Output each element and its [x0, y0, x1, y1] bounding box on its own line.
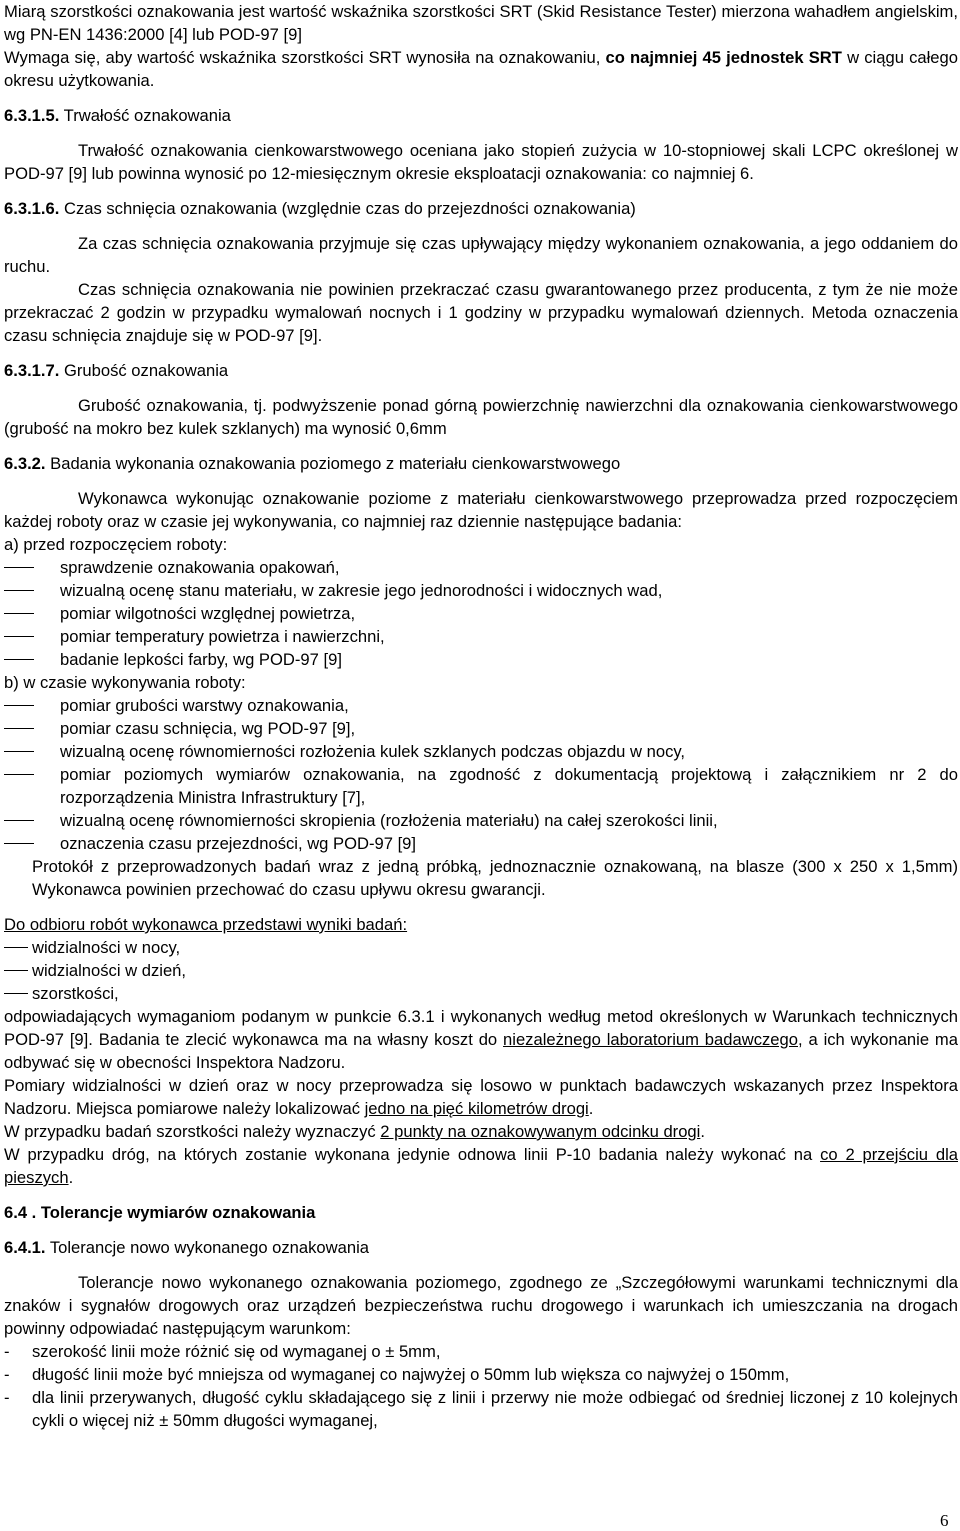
durability-paragraph: Trwałość oznakowania cienkowarstwowego oceniana jako stopień zużycia w 10-stopniowej skali LCPC określonej w POD-97 [9] lub powinna wynosić po 12-miesięcznym okresie eksploatacji oznakowania: co najmniej 6.: [4, 141, 958, 183]
dash-marker: [4, 728, 34, 729]
page-number: 6: [940, 1511, 949, 1530]
tests-b-label: b) w czasie wykonywania roboty:: [4, 673, 246, 692]
section-heading-6-4-1: 6.4.1. Tolerancje nowo wykonanego oznakowania: [4, 1238, 370, 1257]
list-item: badanie lepkości farby, wg POD-97 [9]: [4, 648, 958, 671]
list-item: pomiar grubości warstwy oznakowania,: [4, 694, 958, 717]
section-heading-6-3-1-5: 6.3.1.5. Trwałość oznakowania: [4, 106, 231, 125]
intro-paragraph-1: Miarą szorstkości oznakowania jest wartość wskaźnika szorstkości SRT (Skid Resistance Tester) mierzona wahadłem angielskim, wg PN-EN 1436:2000 [4] lub POD-97 [9]: [4, 2, 958, 44]
dash-marker: -: [4, 1365, 10, 1384]
tolerances-paragraph: Tolerancje nowo wykonanego oznakowania poziomego, zgodnego ze „Szczegółowymi warunkami technicznymi dla znaków i sygnałów drogowych oraz urządzeń bezpieczeństwa ruchu drogowego i warunkach ich umieszczania na drogach powinny odpowiadać następującym warunkom:: [4, 1273, 958, 1338]
dash-marker: [4, 993, 28, 994]
list-item: wizualną ocenę stanu materiału, w zakresie jego jednorodności i widocznych wad,: [4, 579, 958, 602]
dash-marker: -: [4, 1388, 10, 1407]
dash-marker: [4, 774, 34, 775]
dash-marker: [4, 613, 34, 614]
list-item: widzialności w dzień,: [4, 959, 958, 982]
srt-requirement: co najmniej 45 jednostek SRT: [605, 48, 842, 67]
list-item: oznaczenia czasu przejezdności, wg POD-97 [9]: [4, 832, 958, 855]
protocol-paragraph: Protokół z przeprowadzonych badań wraz z jedną próbką, jednoznacznie oznakowaną, na blasze (300 x 250 x 1,5mm) Wykonawca powinien przechować do czasu upływu okresu gwarancji.: [32, 857, 958, 899]
list-item: - dla linii przerywanych, długość cyklu składającego się z linii i przerwy nie może odbiegać od średniej liczonej z 10 kolejnych cykli o więcej niż ± 50mm długości wymaganej,: [4, 1388, 958, 1430]
list-item: pomiar temperatury powietrza i nawierzchni,: [4, 625, 958, 648]
section-heading-6-3-2: 6.3.2. Badania wykonania oznakowania poziomego z materiału cienkowarstwowego: [4, 454, 621, 473]
dash-marker: -: [4, 1342, 10, 1361]
section-heading-6-3-1-7: 6.3.1.7. Grubość oznakowania: [4, 361, 229, 380]
list-item: szorstkości,: [4, 982, 958, 1005]
list-item: - długość linii może być mniejsza od wymaganej co najwyżej o 50mm lub większa co najwyżej o 150mm,: [4, 1365, 790, 1384]
list-item: pomiar czasu schnięcia, wg POD-97 [9],: [4, 717, 958, 740]
list-item: widzialności w nocy,: [4, 936, 958, 959]
list-item: - szerokość linii może różnić się od wymaganej o ± 5mm,: [4, 1342, 441, 1361]
list-item: sprawdzenie oznakowania opakowań,: [4, 556, 958, 579]
acceptance-heading: Do odbioru robót wykonawca przedstawi wyniki badań:: [4, 915, 408, 934]
list-item: wizualną ocenę równomierności skropienia (rozłożenia materiału) na całej szerokości linii,: [4, 809, 958, 832]
section-heading-6-4: 6.4 . Tolerancje wymiarów oznakowania: [4, 1203, 316, 1222]
drying-paragraph-2: Czas schnięcia oznakowania nie powinien przekraczać czasu gwarantowanego przez producenta, z tym że nie może przekraczać 2 godzin w przypadku wymalowań nocnych i 1 godziny w przypadku wymalowań dziennych. Metoda oznaczenia czasu schnięcia znajduje się w POD-97 [9].: [4, 280, 958, 345]
tests-intro-paragraph: Wykonawca wykonując oznakowanie poziome z materiału cienkowarstwowego przeprowadza przed rozpoczęciem każdej roboty oraz w czasie jej wykonywania, co najmniej raz dziennie następujące badania:: [4, 489, 958, 531]
tests-a-label: a) przed rozpoczęciem roboty:: [4, 535, 228, 554]
document-page: [4, 0, 958, 1432]
dash-marker: [4, 820, 34, 821]
dash-marker: [4, 636, 34, 637]
acceptance-paragraph-4: W przypadku dróg, na których zostanie wykonana jedynie odnowa linii P-10 badania należy wykonać na co 2 przejściu dla pieszych.: [4, 1145, 958, 1187]
list-item: wizualną ocenę równomierności rozłożenia kulek szklanych podczas objazdu w nocy,: [4, 740, 958, 763]
dash-marker: [4, 567, 34, 568]
list-item: pomiar poziomych wymiarów oznakowania, na zgodność z dokumentacją projektową i załącznikiem nr 2 do rozporządzenia Ministra Infrastruktury [7],: [4, 763, 958, 809]
acceptance-paragraph-1: odpowiadających wymaganiom podanym w punkcie 6.3.1 i wykonanych według metod określonych w Warunkach technicznych POD-97 [9]. Badania te zlecić wykonawca ma na własny koszt do niezależnego laboratorium badawczego, a ich wykonanie ma odbywać się w obecności Inspektora Nadzoru.: [4, 1007, 958, 1072]
dash-marker: [4, 970, 28, 971]
section-heading-6-3-1-6: 6.3.1.6. Czas schnięcia oznakowania (względnie czas do przejezdności oznakowania): [4, 199, 636, 218]
dash-marker: [4, 659, 34, 660]
dash-marker: [4, 705, 34, 706]
dash-marker: [4, 843, 34, 844]
thickness-paragraph: Grubość oznakowania, tj. podwyższenie ponad górną powierzchnię nawierzchni dla oznakowania cienkowarstwowego (grubość na mokro bez kulek szklanych) ma wynosić 0,6mm: [4, 396, 958, 438]
acceptance-paragraph-3: W przypadku badań szorstkości należy wyznaczyć 2 punkty na oznakowywanym odcinku drogi.: [4, 1122, 705, 1141]
acceptance-paragraph-2: Pomiary widzialności w dzień oraz w nocy przeprowadza się losowo w punktach badawczych wskazanych przez Inspektora Nadzoru. Miejsca pomiarowe należy lokalizować jedno na pięć kilometrów drogi.: [4, 1076, 958, 1118]
list-item: pomiar wilgotności względnej powietrza,: [4, 602, 958, 625]
dash-marker: [4, 590, 34, 591]
dash-marker: [4, 947, 28, 948]
dash-marker: [4, 751, 34, 752]
intro-paragraph-2: Wymaga się, aby wartość wskaźnika szorstkości SRT wynosiła na oznakowaniu, co najmniej 45 jednostek SRT w ciągu całego okresu użytkowania.: [4, 48, 958, 90]
drying-paragraph-1: Za czas schnięcia oznakowania przyjmuje się czas upływający między wykonaniem oznakowania, a jego oddaniem do ruchu.: [4, 234, 958, 276]
